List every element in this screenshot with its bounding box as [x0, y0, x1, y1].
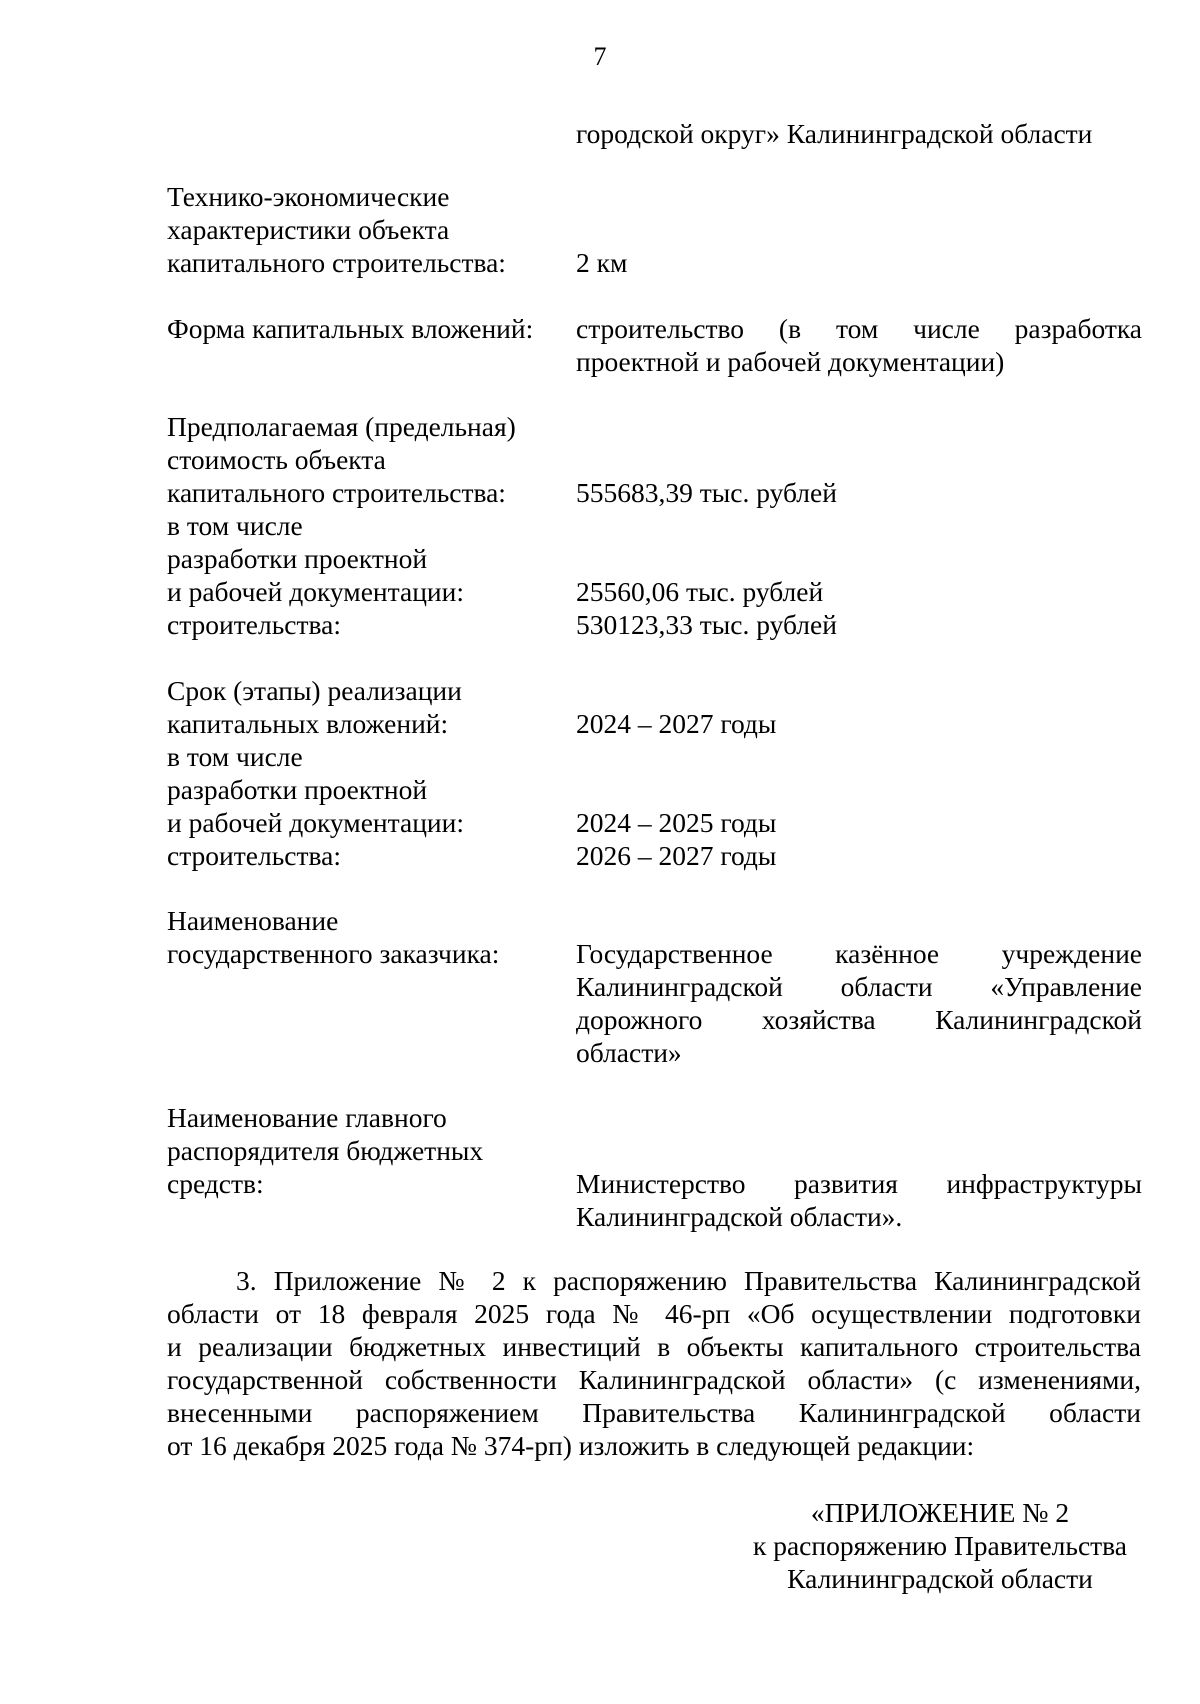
total-cost-value: 555683,39 тыс. рублей [576, 477, 837, 508]
field-label-line: Наименование главного [167, 1102, 447, 1133]
paragraph-line: и реализации бюджетных инвестиций в объекты капитального строительства [167, 1331, 1141, 1362]
design-period-value: 2024 – 2025 годы [576, 807, 777, 838]
appendix-subtitle: к распоряжению Правительства [752, 1530, 1128, 1561]
field-value-line: Министерство развития инфраструктуры [576, 1168, 1142, 1199]
field-label-line: характеристики объекта [167, 214, 450, 245]
field-label-line: Наименование [167, 905, 339, 936]
continuation-line: городской округ» Калининградской области [576, 118, 1093, 149]
appendix-title: «ПРИЛОЖЕНИЕ № 2 [810, 1497, 1070, 1528]
field-label-line: государственного заказчика: [167, 938, 500, 969]
page-number: 7 [593, 42, 607, 71]
field-value-line: проектной и рабочей документации) [576, 346, 1005, 377]
field-value-line: Калининградской области». [576, 1201, 903, 1232]
field-label-line: стоимость объекта [167, 444, 386, 475]
paragraph-line: 3. Приложение № 2 к распоряжению Правительства Калининградской [236, 1265, 1141, 1296]
field-label-line: разработки проектной [167, 774, 428, 805]
field-value: 2 км [576, 247, 628, 278]
paragraph-3 [167, 1264, 1141, 1462]
field-label: Форма капитальных вложений: [167, 313, 534, 344]
field-label-line: капитального строительства: [167, 477, 506, 508]
field-value-line: дорожного хозяйства Калининградской [576, 1004, 1142, 1035]
field-label-line: в том числе [167, 510, 303, 541]
paragraph-line: области от 18 февраля 2025 года № 46-рп «Об осуществлении подготовки [167, 1298, 1141, 1329]
field-label-line: разработки проектной [167, 543, 428, 574]
field-label-line: и рабочей документации: [167, 576, 464, 607]
design-cost-value: 25560,06 тыс. рублей [576, 576, 824, 607]
total-period-value: 2024 – 2027 годы [576, 708, 777, 739]
paragraph-line: государственной собственности Калининградской области» (с изменениями, [167, 1364, 1141, 1395]
field-label-line: Технико-экономические [167, 181, 450, 212]
field-value-line: строительство (в том числе разработка [576, 313, 1142, 344]
construction-cost-value: 530123,33 тыс. рублей [576, 609, 837, 640]
paragraph-line: от 16 декабря 2025 года № 374-рп) изложить в следующей редакции: [167, 1430, 975, 1461]
appendix-subtitle: Калининградской области [787, 1563, 1093, 1594]
appendix-header [720, 1496, 1160, 1595]
field-label-line: распорядителя бюджетных [167, 1135, 484, 1166]
field-label-line: и рабочей документации: [167, 807, 464, 838]
field-label-line: капитального строительства: [167, 247, 506, 278]
field-value-line: Государственное казённое учреждение [576, 938, 1142, 969]
field-value-line: области» [576, 1037, 682, 1068]
field-label-line: средств: [167, 1168, 264, 1199]
field-value-line: Калининградской области «Управление [576, 971, 1142, 1002]
paragraph-line: внесенными распоряжением Правительства Калининградской области [167, 1397, 1141, 1428]
construction-period-value: 2026 – 2027 годы [576, 840, 777, 871]
field-label-line: Срок (этапы) реализации [167, 675, 462, 706]
field-label-line: строительства: [167, 609, 341, 640]
field-label-line: капитальных вложений: [167, 708, 449, 739]
field-label-line: в том числе [167, 741, 303, 772]
field-label-line: строительства: [167, 840, 341, 871]
field-label-line: Предполагаемая (предельная) [167, 411, 516, 442]
